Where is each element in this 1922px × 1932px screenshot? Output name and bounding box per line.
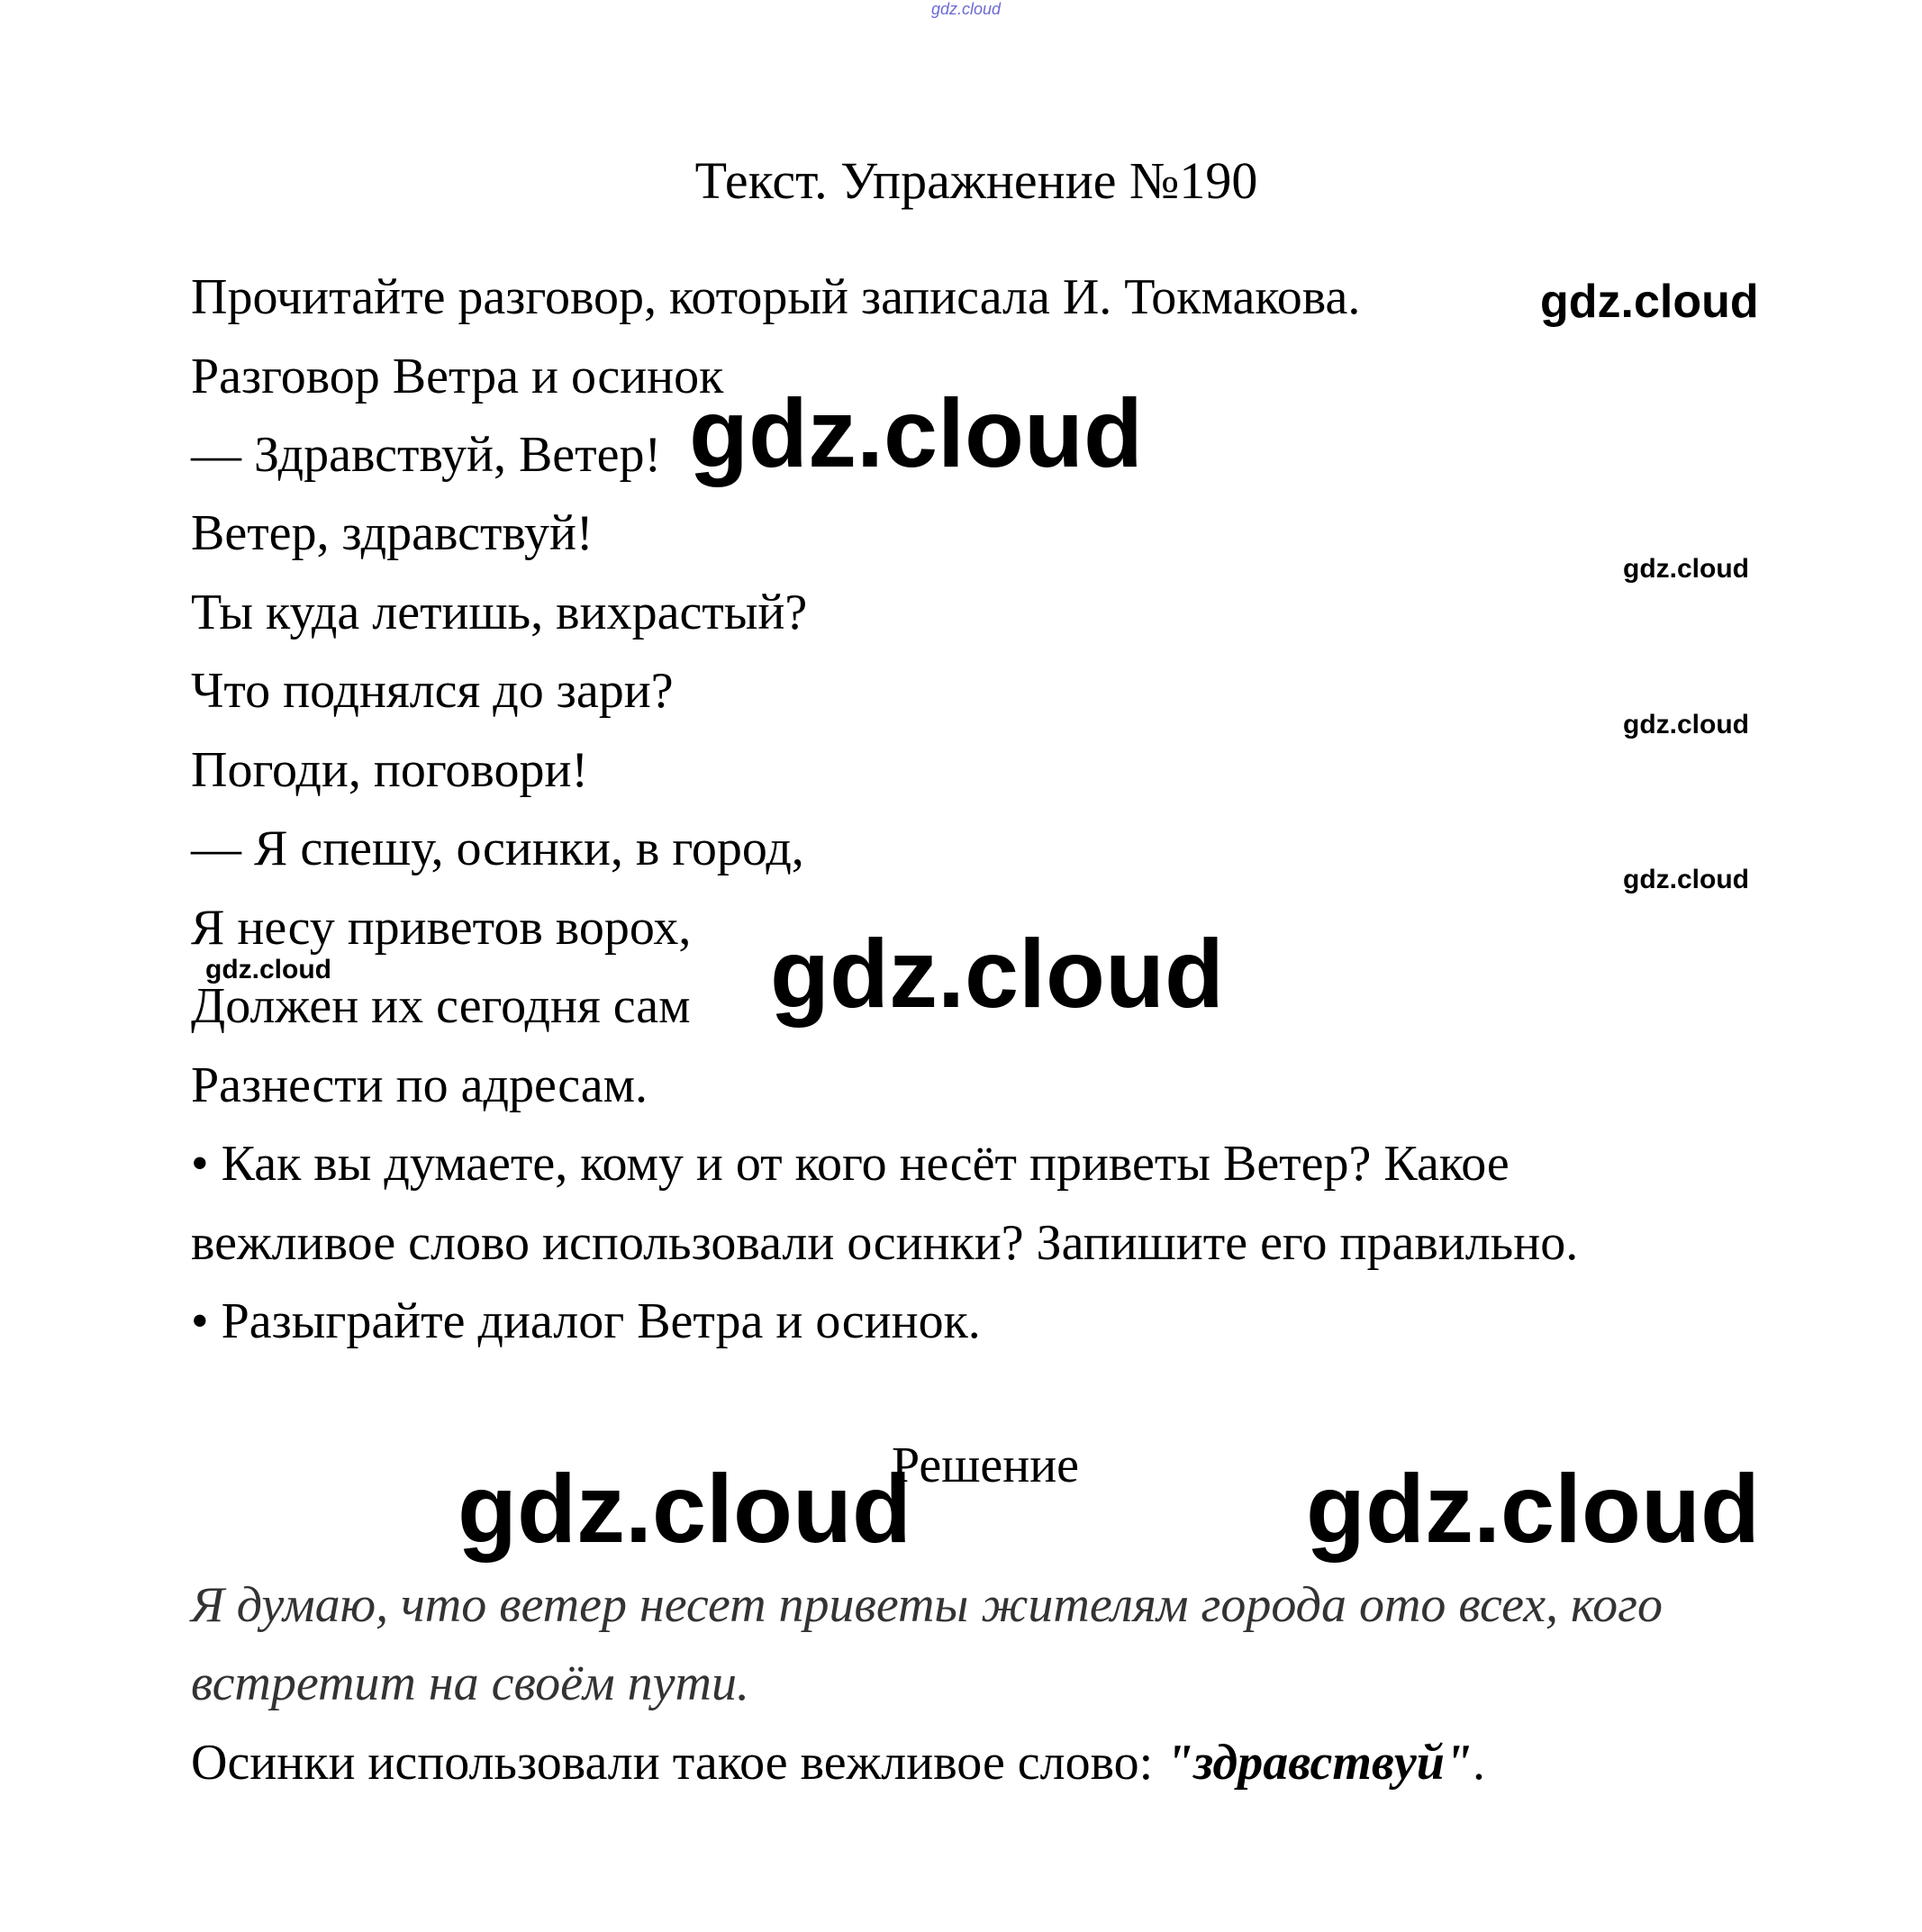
watermark: gdz.cloud	[205, 955, 331, 984]
watermark: gdz.cloud	[1306, 1454, 1760, 1563]
exercise-line: — Здравствуй, Ветер!	[191, 427, 662, 483]
exercise-line: Погоди, поговори!	[191, 742, 589, 798]
watermark: gdz.cloud	[458, 1454, 911, 1563]
exercise-question: • Как вы думаете, кому и от кого несёт приветы Ветер? Какое	[191, 1136, 1509, 1192]
exercise-line: Должен их сегодня сам	[191, 978, 691, 1034]
exercise-line: Ветер, здравствуй!	[191, 505, 594, 561]
exercise-line: Я несу приветов ворох,	[191, 900, 692, 956]
answer-line: Я думаю, что ветер несет приветы жителям города ото всех, кого	[191, 1577, 1663, 1633]
watermark: gdz.cloud	[1540, 276, 1759, 328]
watermark: gdz.cloud	[1623, 710, 1749, 739]
answer-line-final	[191, 1731, 1485, 1794]
watermark: gdz.cloud	[1623, 554, 1749, 584]
solution-heading: Решение	[892, 1438, 1080, 1493]
exercise-line: Разнести по адресам.	[191, 1057, 648, 1113]
exercise-line: Разговор Ветра и осинок	[191, 349, 724, 404]
top-watermark: gdz.cloud	[931, 0, 1002, 18]
page-title: Текст. Упражнение №190	[694, 151, 1258, 210]
answer-suffix: .	[1473, 1735, 1486, 1791]
watermark: gdz.cloud	[1623, 865, 1749, 894]
exercise-line: Что поднялся до зари?	[191, 663, 674, 719]
exercise-line: — Я спешу, осинки, в город,	[191, 821, 804, 876]
answer-prefix: Осинки использовали такое вежливое слово:	[191, 1735, 1166, 1791]
answer-line: встретит на своём пути.	[191, 1655, 749, 1711]
exercise-question: вежливое слово использовали осинки? Запишите его правильно.	[191, 1215, 1579, 1271]
watermark: gdz.cloud	[770, 919, 1224, 1028]
exercise-line: Прочитайте разговор, который записала И. Токмакова.	[191, 269, 1361, 325]
exercise-line: Ты куда летишь, вихрастый?	[191, 585, 808, 640]
answer-highlight-word: "здравствуй"	[1165, 1735, 1473, 1791]
watermark: gdz.cloud	[689, 378, 1143, 487]
exercise-task: • Разыграйте диалог Ветра и осинок.	[191, 1293, 981, 1349]
